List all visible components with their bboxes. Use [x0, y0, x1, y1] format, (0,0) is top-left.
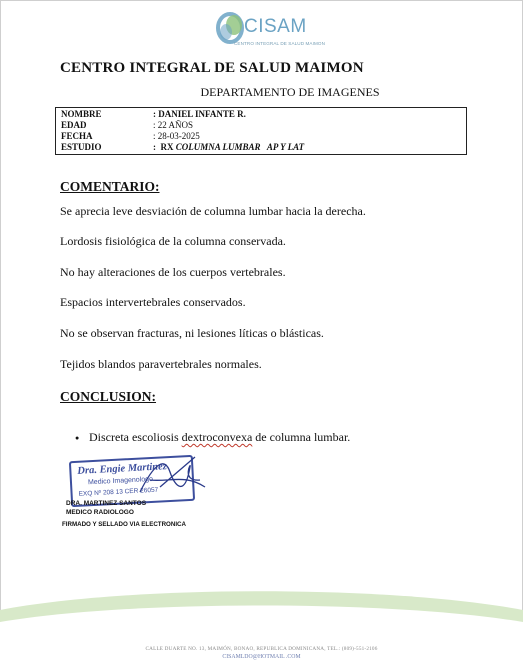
signatory-name: DRA. MARTINEZ SANTOS: [66, 500, 147, 507]
study-name: COLUMNA LUMBAR AP Y LAT: [175, 142, 305, 152]
patient-info-box: [55, 107, 467, 155]
info-row-study: [61, 142, 461, 153]
comment-line: Espacios intervertebrales conservados.: [60, 295, 246, 309]
signature-icon: [130, 452, 210, 502]
comment-line: Se aprecia leve desviación de columna lumbar hacia la derecha.: [60, 204, 366, 218]
footer-email: CISAMLDO@HOTMAIL .COM: [222, 654, 301, 660]
spellcheck-flagged-word: dextroconvexa: [181, 430, 253, 444]
comment-line: No se observan fracturas, ni lesiones líticas o blásticas.: [60, 326, 324, 340]
conclusion-text-after: de columna lumbar.: [252, 430, 351, 444]
comment-line: Tejidos blandos paravertebrales normales.: [60, 357, 262, 371]
comment-line: No hay alteraciones de los cuerpos vertebrales.: [60, 265, 286, 279]
study-prefix: : RX: [153, 142, 176, 152]
stamp-role: Medico Imagenologo: [87, 475, 154, 487]
info-label: NOMBRE: [61, 109, 102, 119]
info-value: : 28-03-2025: [153, 131, 200, 141]
conclusion-heading: CONCLUSION:: [60, 389, 157, 404]
stamp-name: Dra. Engie Martinez: [77, 461, 168, 477]
comment-heading: COMENTARIO:: [60, 179, 160, 194]
signature-note: FIRMADO Y SELLADO VIA ELECTRONICA: [62, 521, 186, 528]
center-title: CENTRO INTEGRAL DE SALUD MAIMON: [60, 60, 364, 76]
conclusion-text-before: Discreta escoliosis: [89, 430, 182, 444]
cisam-logo: [204, 10, 324, 52]
footer-address: CALLE DUARTE NO. 13, MAIMÓN, BONAO, REPUBLICA DOMINICANA, TEL.: (809)-551-2106: [145, 646, 378, 652]
stamp-exequatur: EXQ Nº 208 13 CER 26057: [78, 486, 159, 498]
info-value: [153, 142, 304, 152]
info-row-name: [61, 109, 461, 120]
info-label: EDAD: [61, 120, 87, 130]
comment-line: Lordosis fisiológica de la columna conservada.: [60, 234, 286, 248]
info-label: ESTUDIO: [61, 142, 102, 152]
department-title: DEPARTAMENTO DE IMAGENES: [200, 85, 380, 99]
conclusion-list: [75, 430, 350, 445]
info-row-date: [61, 131, 461, 142]
info-row-age: [61, 120, 461, 131]
logo-subtitle: CENTRO INTEGRAL DE SALUD MAIMON: [234, 41, 325, 46]
info-value: : DANIEL INFANTE R.: [153, 109, 246, 119]
info-value: : 22 AÑOS: [153, 120, 194, 130]
signatory-role: MEDICO RADIOLOGO: [66, 509, 134, 516]
info-label: FECHA: [61, 131, 93, 141]
logo-brand: CISAM: [244, 16, 307, 37]
conclusion-item: [75, 430, 350, 445]
